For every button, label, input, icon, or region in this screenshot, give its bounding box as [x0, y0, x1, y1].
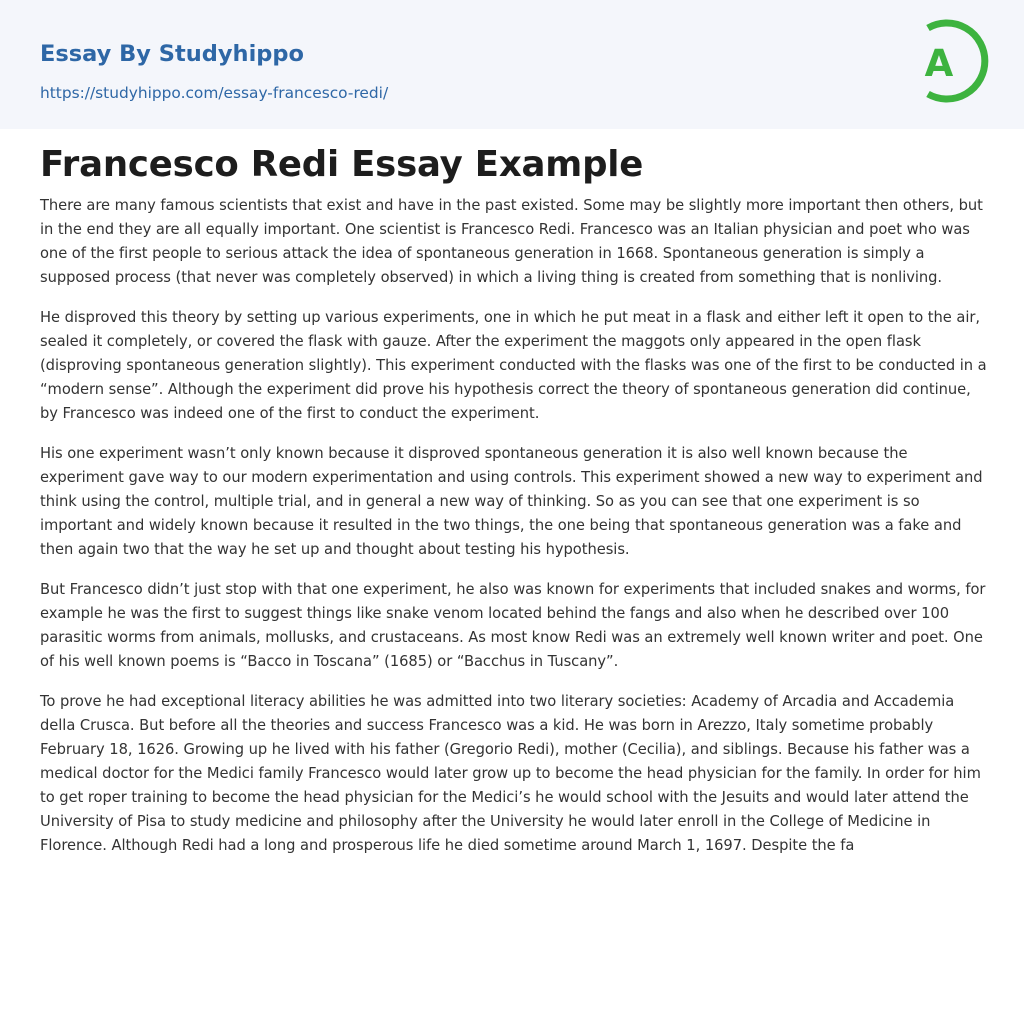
- essay-paragraph: His one experiment wasn’t only known because it disproved spontaneous generation it is also well known because the experiment gave way to our modern experimentation and using controls. This experiment showed a new way to experiment and think using the control, multiple trial, and in general a new way of thinking. So as you can see that one experiment is so important and widely known because it resulted in the two things, the one being that spontaneous generation was a fake and then again two that the way he set up and thought about testing his hypothesis.: [40, 445, 983, 558]
- site-header: [0, 0, 1024, 129]
- logo-letter: A: [924, 42, 954, 85]
- essay-paragraph: There are many famous scientists that exist and have in the past existed. Some may be slightly more important then others, but in the end they are all equally important. One scientist is Francesco Redi. Francesco was an Italian physician and poet who was one of the first people to serious attack the idea of spontaneous generation in 1668. Spontaneous generation is simply a supposed process (that never was completely observed) in which a living thing is created from something that is nonliving.: [40, 197, 983, 286]
- essay-paragraph: To prove he had exceptional literacy abilities he was admitted into two literary societies: Academy of Arcadia and Accademia della Crusca. But before all the theories and success Francesco was a kid. He was born in Arezzo, Italy sometime probably February 18, 1626. Growing up he lived with his father (Gregorio Redi), mother (Cecilia), and siblings. Because his father was a medical doctor for the Medici family Francesco would later grow up to become the head physician for the family. In order for him to get roper training to become the head physician for the Medici’s he would school with the Jesuits and would later attend the University of Pisa to study medicine and philosophy after the University he would later enroll in the College of Medicine in Florence. Although Redi had a long and prosperous life he died sometime around March 1, 1697. Despite the fa: [40, 693, 981, 854]
- essay-body: [40, 194, 988, 874]
- essay-url-link[interactable]: https://studyhippo.com/essay-francesco-redi/: [40, 84, 389, 102]
- essay-paragraph: He disproved this theory by setting up various experiments, one in which he put meat in a flask and either left it open to the air, sealed it completely, or covered the flask with gauze. After the experiment the maggots only appeared in the open flask (disproving spontaneous generation slightly). This experiment conducted with the flasks was one of the first to be conducted in a “modern sense”. Although the experiment did prove his hypothesis correct the theory of spontaneous generation did continue, by Francesco was indeed one of the first to conduct the experiment.: [40, 309, 987, 422]
- site-title[interactable]: Essay By Studyhippo: [40, 41, 304, 67]
- page-title: Francesco Redi Essay Example: [40, 144, 644, 185]
- essay-paragraph: But Francesco didn’t just stop with that one experiment, he also was known for experiments that included snakes and worms, for example he was the first to suggest things like snake venom located behind the fangs and also when he described over 100 parasitic worms from animals, mollusks, and crustaceans. As most know Redi was an extremely well known writer and poet. One of his well known poems is “Bacco in Toscana” (1685) or “Bacchus in Tuscany”.: [40, 581, 986, 670]
- studyhippo-logo-icon[interactable]: [908, 17, 992, 109]
